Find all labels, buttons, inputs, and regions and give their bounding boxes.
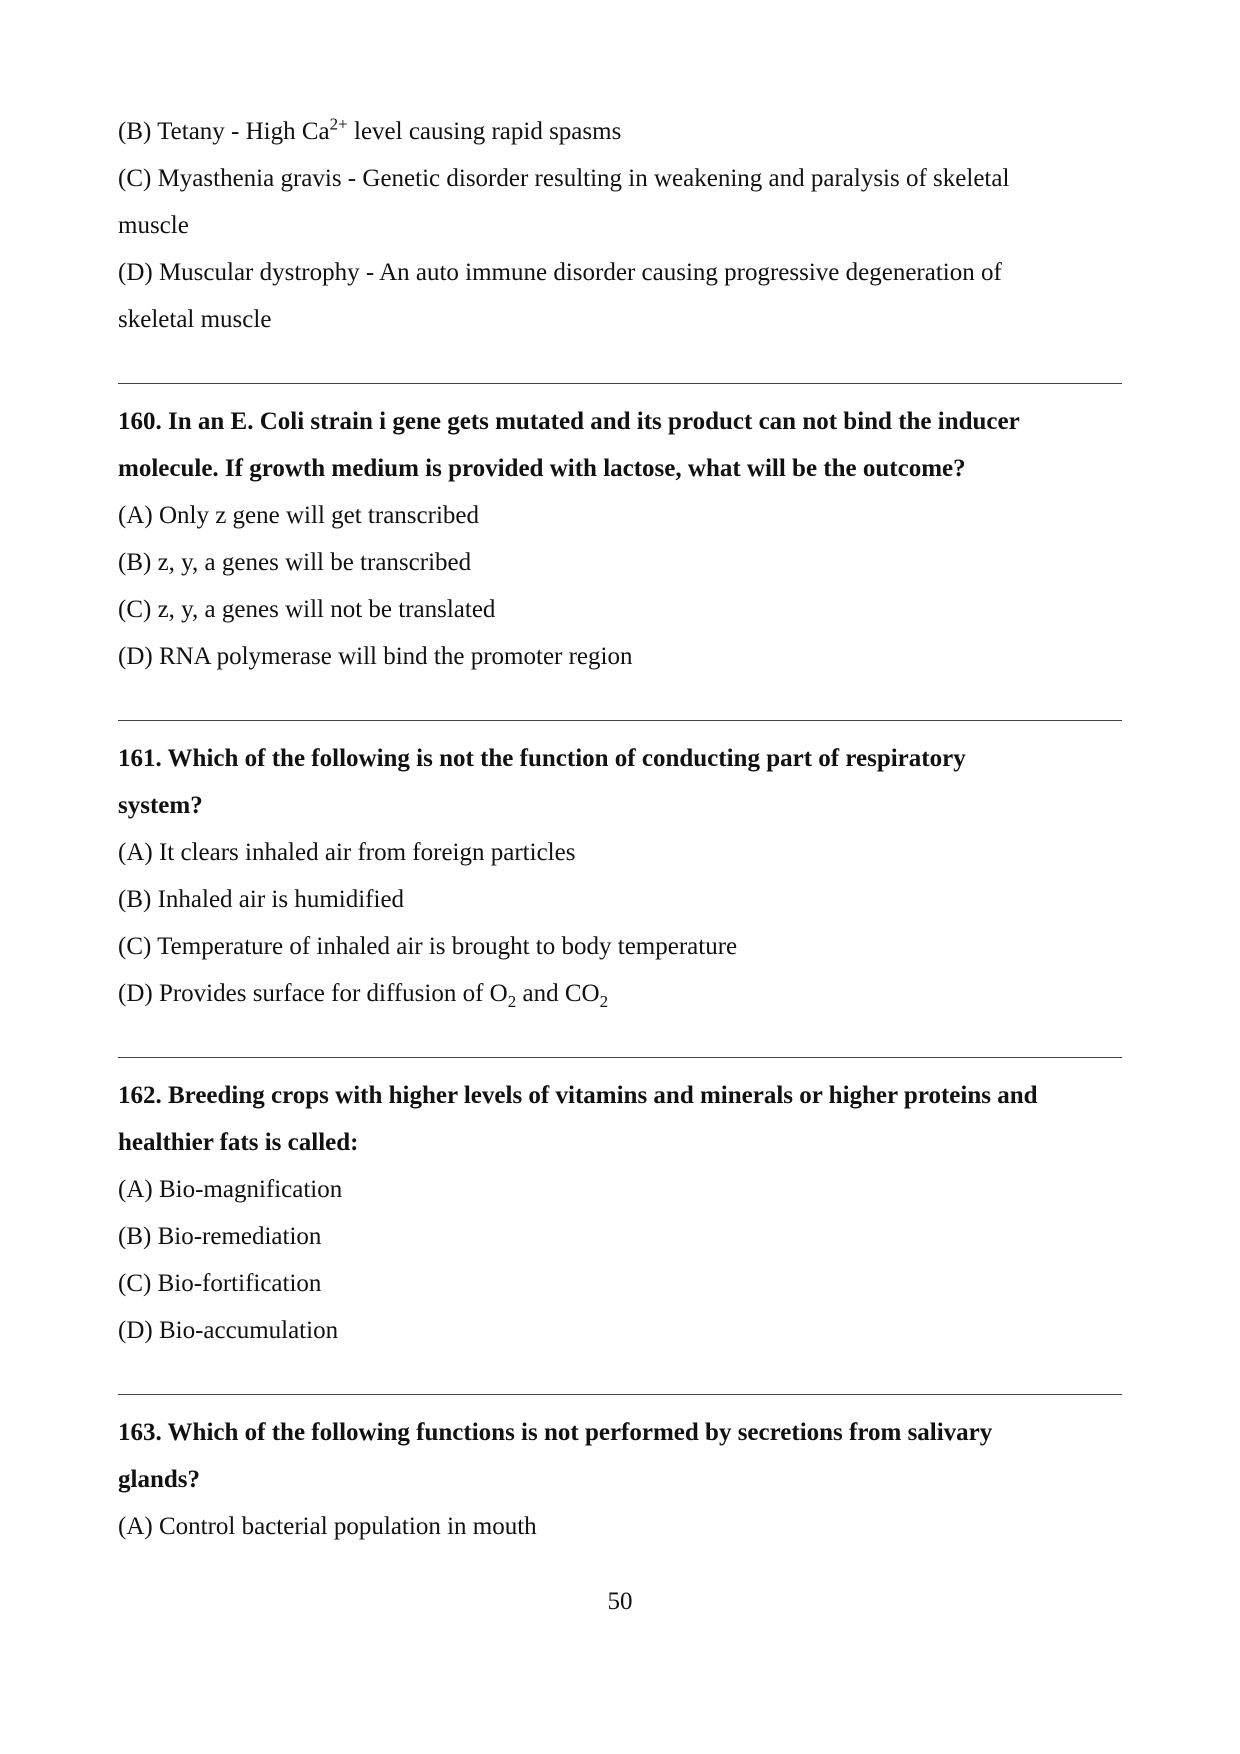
option-c: (C) Bio-fortification (118, 1270, 322, 1297)
option-d: (D) RNA polymerase will bind the promoter region (118, 643, 633, 670)
carbon-dioxide-symbol: CO (564, 980, 600, 1007)
option-b: (B) Inhaled air is humidified (118, 886, 405, 913)
question-title: 162. Breeding crops with higher levels of vitamins and minerals or higher proteins and (118, 1082, 1038, 1109)
option-a: (A) Bio-magnification (118, 1176, 343, 1203)
option-c: (C) Myasthenia gravis - Genetic disorder resulting in weakening and paralysis of skeletal (118, 165, 1010, 192)
page-content (118, 108, 1122, 1550)
question-title-continued: molecule. If growth medium is provided with lactose, what will be the outcome? (118, 455, 966, 482)
question-title-continued: system? (118, 792, 203, 819)
question-title-continued: healthier fats is called: (118, 1129, 359, 1156)
question-title: 161. Which of the following is not the function of conducting part of respiratory (118, 745, 966, 772)
previous-question-options (118, 108, 1122, 343)
option-d: (D) Muscular dystrophy - An auto immune disorder causing progressive degeneration of (118, 259, 1002, 286)
question-title: 160. In an E. Coli strain i gene gets mutated and its product can not bind the inducer (118, 408, 1020, 435)
option-c: (C) Temperature of inhaled air is brought to body temperature (118, 933, 738, 960)
option-d: (D) Bio-accumulation (118, 1317, 339, 1344)
option-c: (C) z, y, a genes will not be translated (118, 596, 496, 623)
charge-superscript: 2+ (329, 114, 348, 134)
oxygen-symbol: O (489, 980, 508, 1007)
option-c-continued: muscle (118, 212, 189, 239)
option-b: (B) z, y, a genes will be transcribed (118, 549, 472, 576)
question-title-continued: glands? (118, 1466, 200, 1493)
subscript: 2 (507, 992, 517, 1011)
option-a: (A) It clears inhaled air from foreign particles (118, 839, 576, 866)
option-d: (D) Provides surface for diffusion of $O_2$ and $CO_2$ (118, 980, 609, 1011)
subscript: 2 (599, 992, 609, 1011)
option-b: (B) Bio-remediation (118, 1223, 322, 1250)
question-161 (118, 735, 1122, 1017)
question-163 (118, 1409, 1122, 1550)
question-160 (118, 398, 1122, 680)
calcium-symbol: Ca (301, 118, 330, 145)
question-title: 163. Which of the following functions is not performed by secretions from salivary (118, 1419, 993, 1446)
question-162 (118, 1072, 1122, 1354)
option-a: (A) Control bacterial population in mouth (118, 1513, 537, 1540)
page-number: 50 (607, 1588, 633, 1615)
option-b: (B) Tetany - High $Ca^{2+}$ level causing rapid spasms (118, 114, 622, 145)
option-d-continued: skeletal muscle (118, 306, 272, 333)
option-a: (A) Only z gene will get transcribed (118, 502, 479, 529)
